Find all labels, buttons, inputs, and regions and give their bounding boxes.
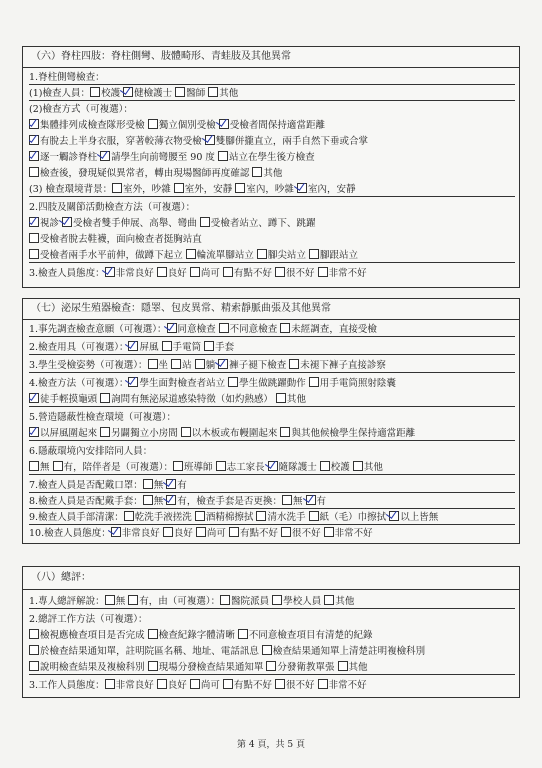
form-row: 以屏風圍起來 另闢獨立小房間 以木板或布幔圍起來 與其他候檢學生保持適當距離: [29, 427, 515, 441]
checkbox[interactable]: [318, 267, 328, 277]
checkbox[interactable]: [238, 629, 248, 639]
form-row: 2.檢查用具（可複選）： 屏風 手電筒 手套: [29, 341, 515, 355]
checkbox[interactable]: [257, 249, 267, 259]
checkbox[interactable]: [216, 461, 226, 471]
checkbox[interactable]: [105, 595, 115, 605]
checkbox[interactable]: [29, 249, 39, 259]
checkbox[interactable]: [276, 393, 286, 403]
checkbox[interactable]: [275, 679, 285, 689]
checkbox[interactable]: [29, 629, 39, 639]
form-row: 9.檢查人員手部清潔： 乾洗手液搓洗 酒精棉擦拭 清水洗手 紙（毛）巾擦拭 以上皆無: [29, 511, 515, 525]
checked-checkbox[interactable]: [29, 135, 39, 145]
checkbox[interactable]: [148, 359, 158, 369]
checkbox[interactable]: [174, 183, 184, 193]
checkbox[interactable]: [256, 511, 266, 521]
checkbox[interactable]: [309, 249, 319, 259]
checkbox[interactable]: [338, 661, 348, 671]
checkbox[interactable]: [262, 645, 272, 655]
checkbox[interactable]: [157, 267, 167, 277]
form-row: 說明檢查結果及複檢科別 現場分發檢查結果通知單 分發衛教單張 其他: [29, 661, 515, 675]
checked-checkbox[interactable]: [167, 323, 177, 333]
section-header: （七）泌尿生殖器檢查：隱睪、包皮異常、精索靜脈曲張及其他異常: [23, 299, 519, 320]
checkbox[interactable]: [157, 679, 167, 689]
checkbox[interactable]: [353, 461, 363, 471]
checkbox[interactable]: [228, 377, 238, 387]
form-row: 有脫去上半身衣服，穿著較薄衣物受檢 雙腳併攏直立，兩手自然下垂或合掌: [29, 135, 515, 148]
checkbox[interactable]: [281, 527, 291, 537]
checkbox[interactable]: [219, 323, 229, 333]
checked-checkbox[interactable]: [218, 359, 228, 369]
checked-checkbox[interactable]: [29, 217, 39, 227]
form-row: 1.事先調查檢查意願（可複選）： 同意檢查 不同意檢查 未經調查，直接受檢: [29, 323, 515, 337]
checkbox[interactable]: [100, 427, 110, 437]
form-row: (3) 檢查環境背景： 室外，吵雜 室外，安靜 室內，吵雜 室內，安靜: [29, 183, 515, 197]
checkbox[interactable]: [195, 359, 205, 369]
checkbox[interactable]: [53, 461, 63, 471]
checkbox[interactable]: [29, 461, 39, 471]
checkbox[interactable]: [29, 167, 39, 177]
section-header: （八）總評：: [23, 567, 519, 590]
form-row: 3.檢查人員態度： 非常良好 良好 尚可 有點不好 很不好 非常不好: [29, 268, 367, 279]
checked-checkbox[interactable]: [62, 217, 72, 227]
checkbox[interactable]: [124, 511, 134, 521]
form-row: 檢查後，發現疑似異常者，轉由現場醫師再度確認 其他: [29, 167, 515, 180]
form-row: 8.檢查人員是否配戴手套： 無 有，檢查手套是否更換： 無 有: [29, 495, 515, 509]
checked-checkbox[interactable]: [100, 151, 110, 161]
checkbox[interactable]: [100, 393, 110, 403]
checkbox[interactable]: [229, 527, 239, 537]
checkbox[interactable]: [163, 527, 173, 537]
checked-checkbox[interactable]: [268, 461, 278, 471]
checkbox[interactable]: [162, 341, 172, 351]
checked-checkbox[interactable]: [29, 393, 39, 403]
checked-checkbox[interactable]: [128, 377, 138, 387]
checkbox[interactable]: [204, 341, 214, 351]
checkbox[interactable]: [148, 661, 158, 671]
checked-checkbox[interactable]: [105, 267, 115, 277]
checkbox[interactable]: [282, 495, 292, 505]
checkbox[interactable]: [320, 461, 330, 471]
form-row: 5.營造隱蔽性檢查環境（可複選）：: [29, 412, 177, 423]
checkbox[interactable]: [324, 527, 334, 537]
form-row: 4.檢查方法（可複選）： 學生面對檢查者站立 學生做跳躍動作 用手電筒照射陰囊: [29, 378, 396, 389]
checkbox[interactable]: [275, 267, 285, 277]
checkbox[interactable]: [190, 267, 200, 277]
checked-checkbox[interactable]: [29, 119, 39, 129]
checked-checkbox[interactable]: [219, 119, 229, 129]
form-row: 受檢者脫去鞋襪，面向檢查者挺胸站直: [29, 233, 515, 246]
checkbox[interactable]: [175, 87, 185, 97]
checkbox[interactable]: [252, 167, 262, 177]
checkbox[interactable]: [29, 645, 39, 655]
checkbox[interactable]: [289, 359, 299, 369]
checked-checkbox[interactable]: [29, 427, 39, 437]
checkbox[interactable]: [223, 267, 233, 277]
form-row: 2.四肢及關節活動檢查方法（可複選）：: [29, 202, 196, 213]
checked-checkbox[interactable]: [166, 495, 176, 505]
form-row: 2.總評工作方法（可複選）：: [29, 614, 148, 625]
form-row: 無 有，陪伴者是（可複選）： 班導師 志工家長 隨隊護士 校護 其他: [29, 461, 515, 475]
checkbox[interactable]: [196, 527, 206, 537]
form-row: 視診 受檢者雙手伸展、高舉、彎曲 受檢者站立、蹲下、跳躍: [29, 217, 515, 230]
checkbox[interactable]: [29, 661, 39, 671]
checked-checkbox[interactable]: [297, 183, 307, 193]
checkbox[interactable]: [29, 233, 39, 243]
checkbox[interactable]: [200, 217, 210, 227]
checkbox[interactable]: [324, 595, 334, 605]
checkbox[interactable]: [195, 511, 205, 521]
form-row: (2)檢查方式（可複選）：: [29, 104, 133, 115]
form-row: 3.工作人員態度： 非常良好 良好 尚可 有點不好 很不好 非常不好: [29, 680, 367, 691]
checkbox[interactable]: [309, 377, 319, 387]
checked-checkbox[interactable]: [111, 527, 121, 537]
checkbox[interactable]: [148, 119, 158, 129]
form-row: 集體排列成檢查隊形受檢 獨立個別受檢 受檢者間保持適當距離: [29, 119, 515, 132]
checkbox[interactable]: [309, 511, 319, 521]
checked-checkbox[interactable]: [128, 341, 138, 351]
form-row: 徒手輕摸龜頭 詢問有無泌尿道感染特徵（如灼熱感） 其他: [29, 393, 515, 407]
form-row: 於檢查結果通知單，註明院區名稱、地址、電話訊息 檢查結果通知單上清楚註明複檢科別: [29, 645, 515, 658]
form-row: 10.檢查人員態度： 非常良好 良好 尚可 有點不好 很不好 非常不好: [29, 528, 373, 539]
checkbox[interactable]: [171, 359, 181, 369]
checked-checkbox[interactable]: [205, 135, 215, 145]
checkbox[interactable]: [235, 183, 245, 193]
checked-checkbox[interactable]: [389, 511, 399, 521]
form-row: 受檢者兩手水平前伸，做蹲下起立 輪流單腳站立 腳尖站立 腳跟站立: [29, 249, 515, 263]
form-row: 6.隱蔽環境內安排陪同人員：: [29, 446, 153, 457]
section-header: （六）脊柱四肢：脊柱側彎、肢體畸形、青蛙肢及其他異常: [23, 47, 519, 68]
checkbox[interactable]: [272, 595, 282, 605]
checkbox[interactable]: [280, 323, 290, 333]
form-row: 7.檢查人員是否配戴口罩： 無 有: [29, 479, 515, 493]
checkbox[interactable]: [208, 87, 218, 97]
checkbox[interactable]: [143, 495, 153, 505]
page-footer: 第 4 頁，共 5 頁: [237, 740, 305, 750]
checkbox[interactable]: [128, 595, 138, 605]
form-row: (1)檢查人員： 校護 健檢護士 醫師 其他: [29, 87, 515, 101]
form-row: 1.專人總評解說： 無 有，由（可複選）： 醫院派員 學校人員 其他: [29, 595, 515, 609]
checkbox[interactable]: [112, 183, 122, 193]
section-urogenital: [22, 298, 520, 544]
checkbox[interactable]: [220, 595, 230, 605]
form-row: 逐一觸診脊柱 請學生向前彎腰至 90 度 站立在學生後方檢查: [29, 151, 515, 164]
checkbox[interactable]: [143, 479, 153, 489]
checkbox[interactable]: [186, 249, 196, 259]
checkbox[interactable]: [90, 87, 100, 97]
checked-checkbox[interactable]: [29, 151, 39, 161]
checked-checkbox[interactable]: [166, 479, 176, 489]
checkbox[interactable]: [318, 679, 328, 689]
checkbox[interactable]: [223, 679, 233, 689]
form-row: 1.脊柱側彎檢查：: [29, 71, 515, 85]
section-spine-limbs: [22, 46, 520, 288]
form-row: 3.學生受檢姿勢（可複選）： 坐 站 躺 褲子褪下檢查 未褪下褲子直接診察: [29, 359, 515, 373]
checkbox[interactable]: [105, 679, 115, 689]
checkbox[interactable]: [280, 427, 290, 437]
checked-checkbox[interactable]: [306, 495, 316, 505]
checkbox[interactable]: [148, 629, 158, 639]
checkbox[interactable]: [218, 151, 228, 161]
section-summary: [22, 566, 520, 698]
checked-checkbox[interactable]: [123, 87, 133, 97]
checkbox[interactable]: [266, 661, 276, 671]
checkbox[interactable]: [190, 679, 200, 689]
checkbox[interactable]: [181, 427, 191, 437]
checkbox[interactable]: [173, 461, 183, 471]
form-row: 檢視應檢查項目是否完成 檢查紀錄字體清晰 不同意檢查項目有清楚的紀錄: [29, 629, 515, 642]
